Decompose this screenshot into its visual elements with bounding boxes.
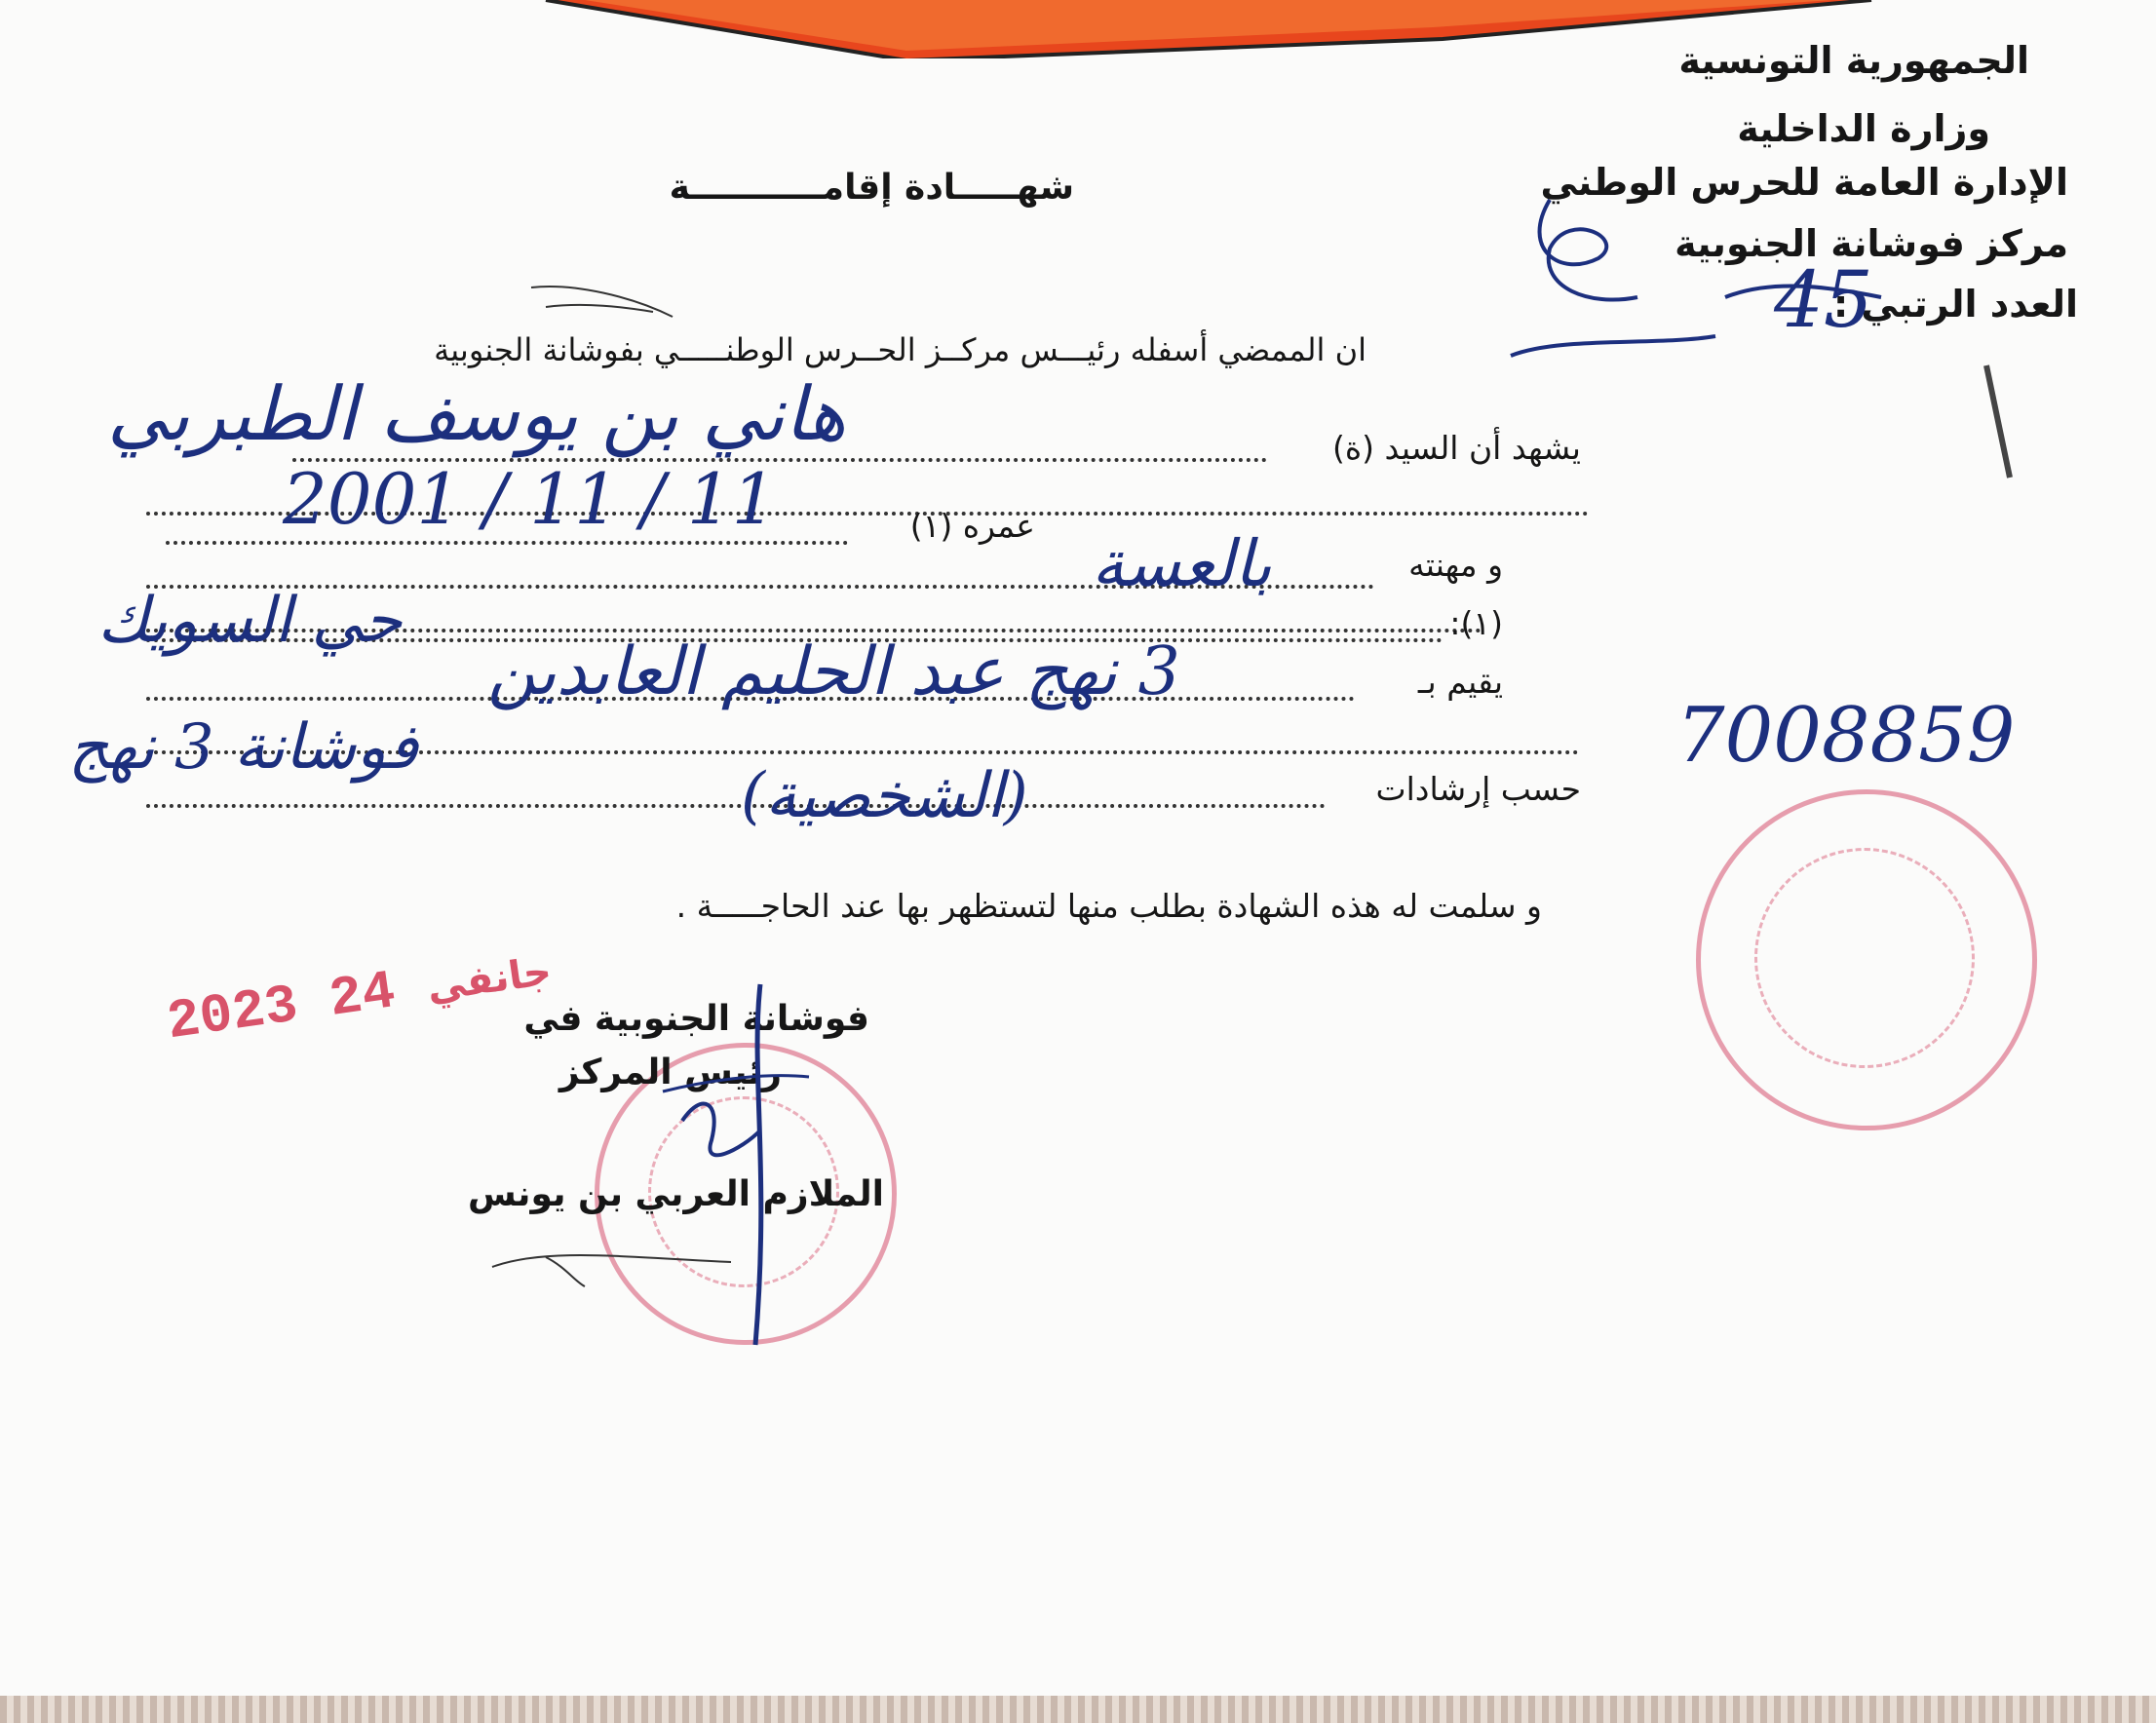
bottom-edge-band (0, 1696, 2156, 1723)
body-label-address: يقيم بـ (1417, 663, 1503, 701)
handwritten-registration-number: 7008859 (1676, 692, 2016, 780)
body-line-1: ان الممضي أسفله رئيـــس مركــز الحــرس الوطنـــــي بفوشانة الجنوبية (434, 331, 1367, 368)
margin-pen-stroke (1979, 361, 2018, 487)
body-label-guidance: حسب إرشادات (1375, 770, 1581, 808)
handwritten-occupation: بالعسة (1092, 526, 1272, 601)
handwritten-name: هاني بن يوسف الطبربي (107, 370, 846, 457)
official-seal-right-inner (1754, 848, 1975, 1068)
body-label-note: (١): (1449, 604, 1503, 642)
handwritten-address-cont: حي السويك (97, 585, 403, 657)
serial-number-label: العدد الرتبي : (1832, 283, 2078, 325)
signature-place-date: فوشانة الجنوبية في (523, 999, 869, 1039)
faint-marks-top (526, 278, 682, 336)
closing-statement: و سلمت له هذه الشهادة بطلب منها لتستظهر بها عند الحاجـــــة . (675, 887, 1542, 925)
signature-officer-name: الملازم العربي بن يونس (468, 1174, 884, 1214)
date-stamp-day: 24 (325, 960, 400, 1031)
header-ministry: وزارة الداخلية (1737, 107, 1990, 150)
signature-role: رئيس المركز (558, 1053, 782, 1092)
body-label-occupation: و مهنته (1408, 546, 1503, 584)
header-directorate: الإدارة العامة للحرس الوطني (1540, 161, 2068, 204)
faint-marks (487, 1238, 741, 1296)
handwritten-age: 2001 / 11 / 11 (283, 458, 777, 540)
body-label-name: يشهد أن السيد (ة) (1331, 429, 1581, 467)
serial-handwritten-value: 45 (1774, 254, 1873, 345)
handwritten-address-cont2: فوشانة 3 نهج (68, 711, 418, 784)
certificate-title: شهـــــادة إقامـــــــــــة (669, 168, 1074, 208)
dotted-line-guidance (146, 804, 1326, 808)
handwritten-address: 3 نهج عبد الحليم العابدين (487, 633, 1180, 710)
header-center: مركز فوشانة الجنوبية (1675, 222, 2068, 265)
dotted-line-age (166, 541, 848, 545)
handwritten-guidance: (الشخصية) (741, 760, 1028, 832)
date-stamp (163, 938, 555, 1054)
body-label-age: عمره (١) (909, 507, 1035, 545)
officer-signature (643, 975, 838, 1355)
date-stamp-month: جانفي (424, 948, 555, 1011)
date-stamp-year: 2023 (163, 974, 302, 1054)
header-republic: الجمهورية التونسية (1678, 39, 2029, 82)
serial-handwriting (1482, 190, 1901, 385)
